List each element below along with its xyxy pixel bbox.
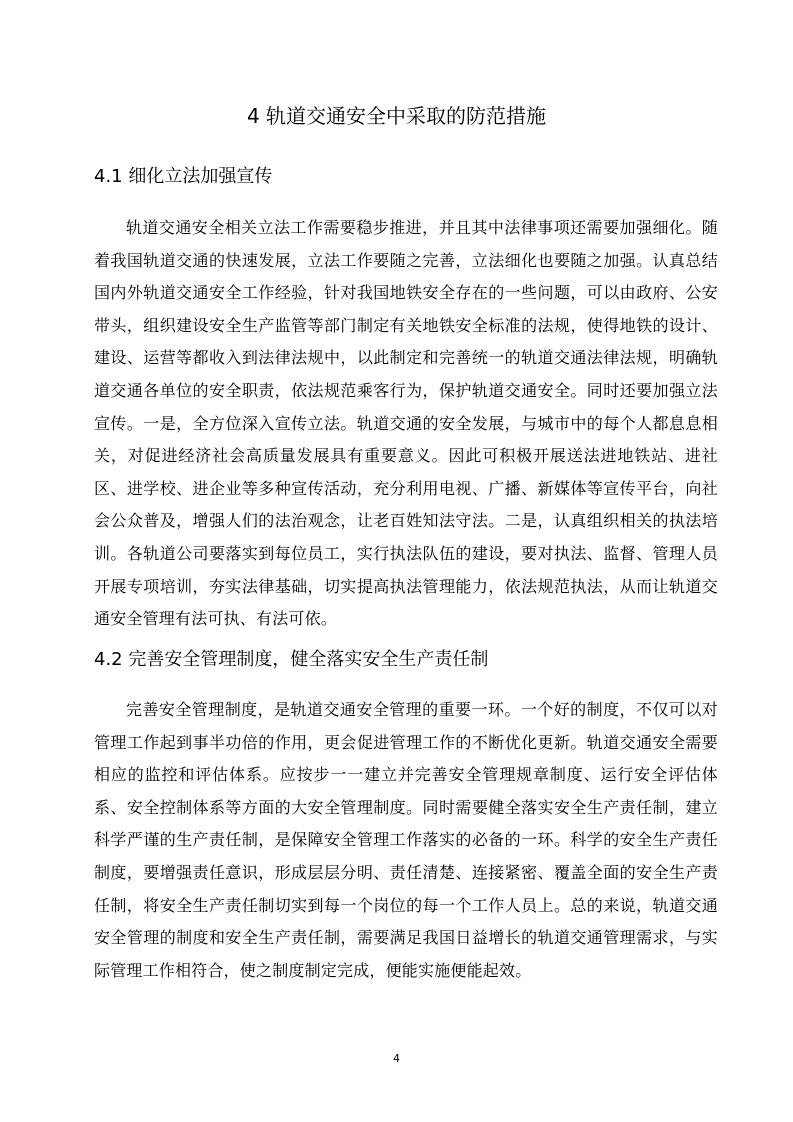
chapter-title: 4 轨道交通安全中采取的防范措施 [246, 104, 547, 128]
section-paragraph-4-1: 轨道交通安全相关立法工作需要稳步推进，并且其中法律事项还需要加强细化。随着我国轨道交通的快速发展，立法工作要随之完善，立法细化也要随之加强。认真总结国内外轨道交通安全工作经验，针对我国地铁安全存在的一些问题，可以由政府、公安带头，组织建设安全生产监管等部门制定有关地铁安全标准的法规，使得地铁的设计、建设、运营等都收入到法律法规中，以此制定和完善统一的轨道交通法律法规，明确轨道交通各单位的安全职责，依法规范乘客行为，保护轨道交通安全。同时还要加强立法宣传。一是，全方位深入宣传立法。轨道交通的安全发展，与城市中的每个人都息息相关，对促进经济社会高质量发展具有重要意义。因此可积极开展送法进地铁站、进社区、进学校、进企业等多种宣传活动，充分利用电视、广播、新媒体等宣传平台，向社会公众普及，增强人们的法治观念，让老百姓知法守法。二是，认真组织相关的执法培训。各轨道公司要落实到每位员工，实行执法队伍的建设，要对执法、监督、管理人员开展专项培训，夯实法律基础，切实提高执法管理能力，依法规范执法，从而让轨道交通安全管理有法可执、有法可依。 [94, 218, 718, 629]
section-heading-4-2: 4.2 完善安全管理制度，健全落实安全生产责任制 [94, 649, 489, 670]
section-heading-4-1: 4.1 细化立法加强宣传 [94, 166, 273, 187]
page-number: 4 [393, 1052, 400, 1065]
section-paragraph-4-2: 完善安全管理制度，是轨道交通安全管理的重要一环。一个好的制度，不仅可以对管理工作起到事半功倍的作用，更会促进管理工作的不断优化更新。轨道交通安全需要相应的监控和评估体系。应按步一一建立并完善安全管理规章制度、运行安全评估体系、安全控制体系等方面的大安全管理制度。同时需要健全落实安全生产责任制，建立科学严谨的生产责任制，是保障安全管理工作落实的必备的一环。科学的安全生产责任制度，要增强责任意识，形成层层分明、责任清楚、连接紧密、覆盖全面的安全生产责任制，将安全生产责任制切实到每一个岗位的每一个工作人员上。总的来说，轨道交通安全管理的制度和安全生产责任制，需要满足我国日益增长的轨道交通管理需求，与实际管理工作相符合，使之制度制定完成，便能实施便能起效。 [94, 700, 718, 980]
